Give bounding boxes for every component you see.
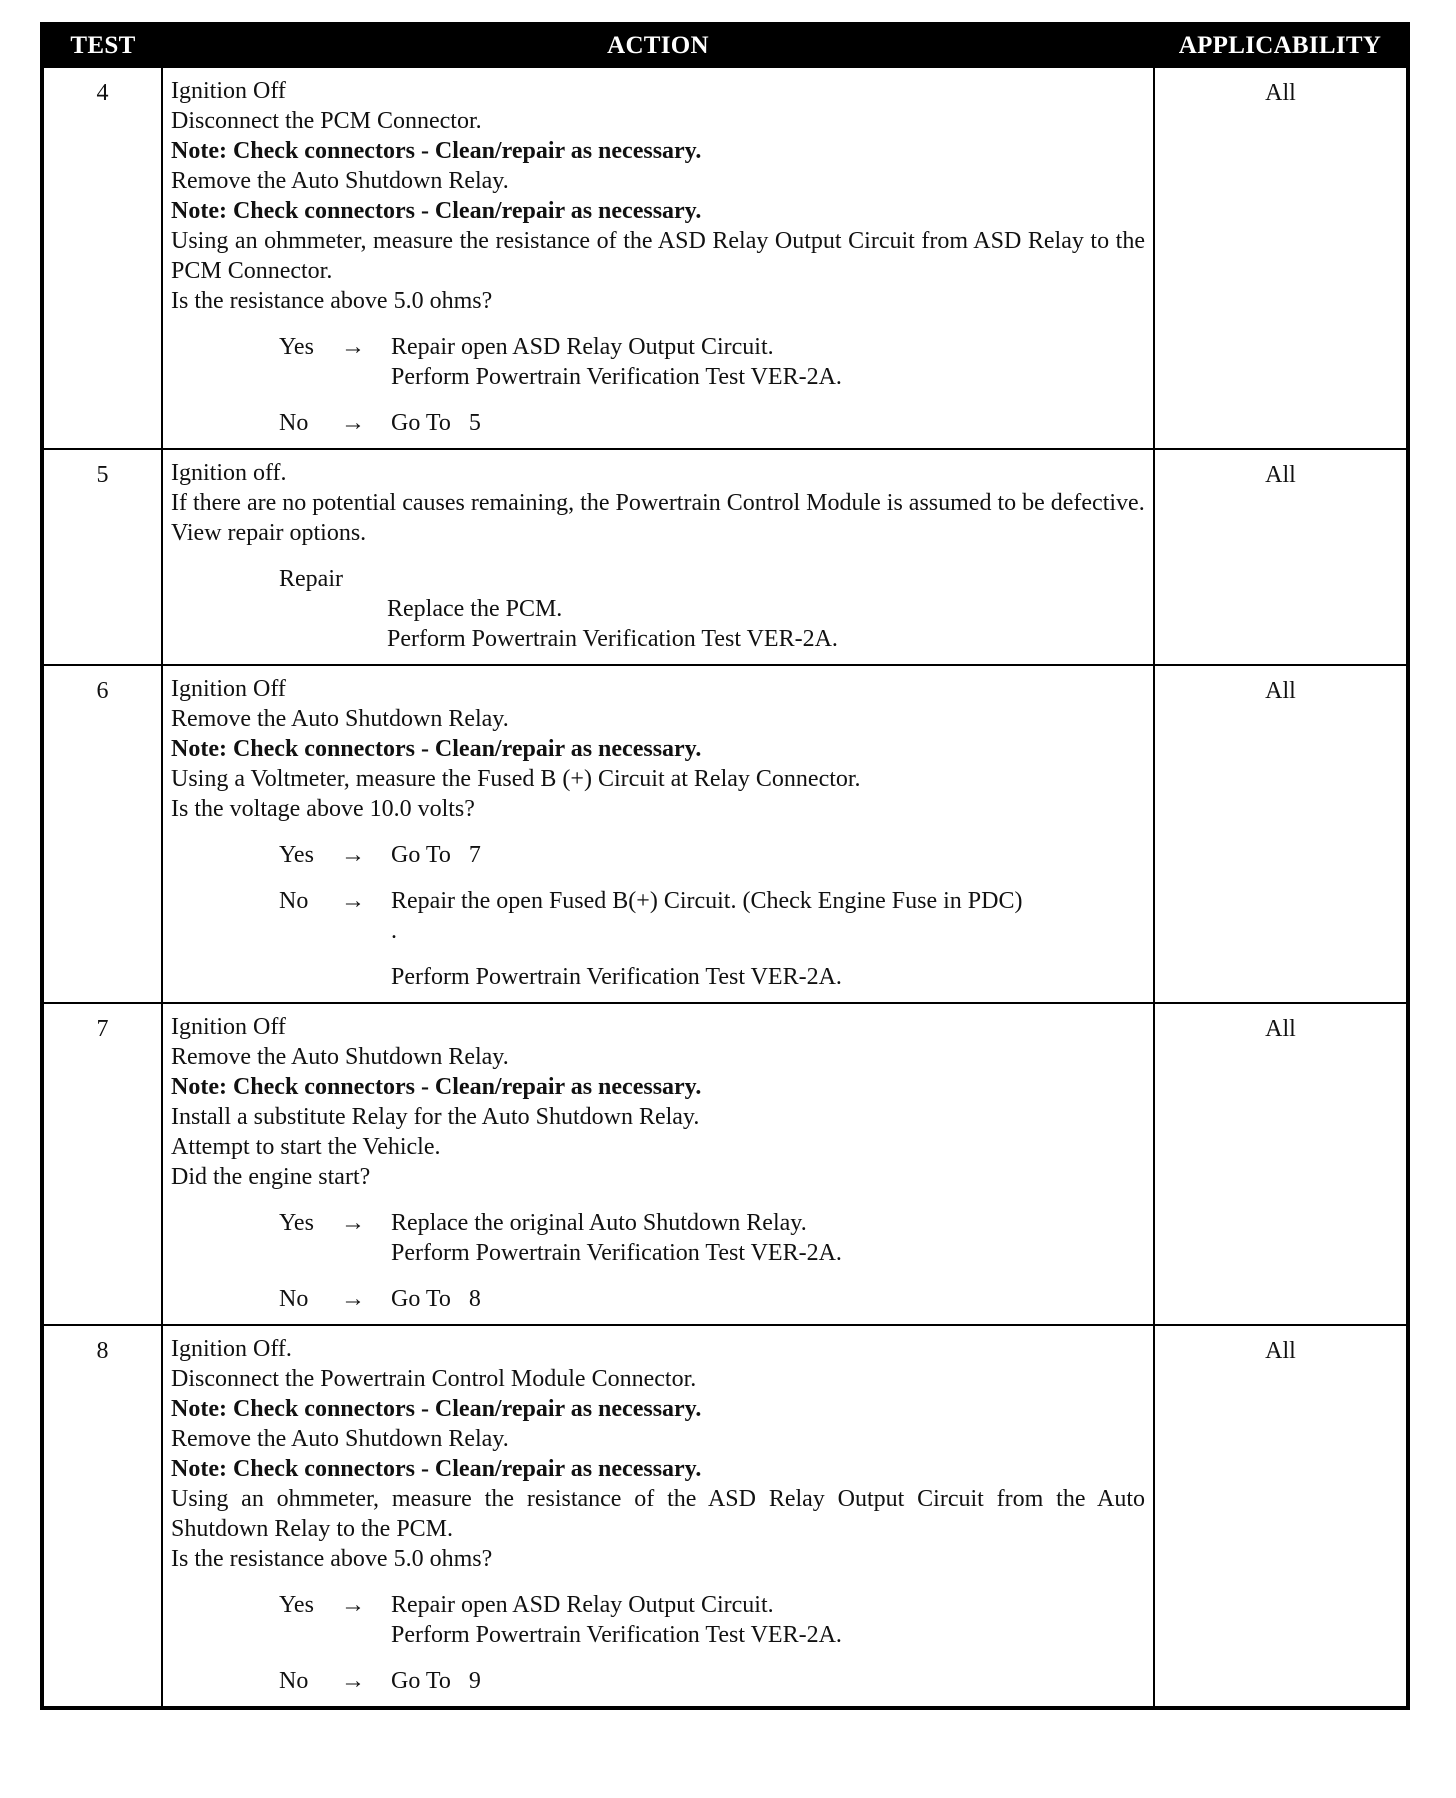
step-line: Ignition Off	[171, 1014, 286, 1040]
no-label: No	[279, 1286, 309, 1312]
result-line: Repair the open Fused B(+) Circuit. (Check Engine Fuse in PDC)	[391, 888, 1023, 914]
table-row	[42, 67, 1408, 449]
repair-label: Repair	[279, 566, 343, 592]
header-test: TEST	[42, 24, 162, 67]
right-arrow-icon: →	[341, 842, 365, 868]
note-line: Note: Check connectors - Clean/repair as necessary.	[171, 138, 702, 164]
no-outcome	[171, 886, 1145, 992]
test-number: 8	[42, 1325, 162, 1708]
yes-label: Yes	[279, 334, 314, 360]
no-result	[391, 408, 1145, 438]
applicability-value: All	[1154, 665, 1408, 1003]
yes-outcome	[171, 1590, 1145, 1650]
table-body	[42, 67, 1408, 1708]
right-arrow-icon: →	[341, 1210, 365, 1236]
yes-label: Yes	[279, 842, 314, 868]
step-line: Using an ohmmeter, measure the resistance of the ASD Relay Output Circuit from the Auto Shutdown Relay to the PCM.	[171, 1486, 1145, 1542]
applicability-value: All	[1154, 449, 1408, 665]
step-line: Did the engine start?	[171, 1164, 371, 1190]
result-line: Repair open ASD Relay Output Circuit.	[391, 1592, 774, 1618]
step-line: Disconnect the PCM Connector.	[171, 108, 482, 134]
yes-label: Yes	[279, 1210, 314, 1236]
action-cell	[162, 1003, 1154, 1325]
yes-result	[391, 840, 1145, 870]
right-arrow-icon: →	[341, 1286, 365, 1312]
yes-outcome	[171, 332, 1145, 392]
yes-label: Yes	[279, 1592, 314, 1618]
repair-options	[171, 564, 1145, 654]
step-line: Ignition Off	[171, 78, 286, 104]
note-line: Note: Check connectors - Clean/repair as necessary.	[171, 736, 702, 762]
step-line: Remove the Auto Shutdown Relay.	[171, 1044, 509, 1070]
no-label: No	[279, 410, 309, 436]
no-result	[391, 1666, 1145, 1696]
table-row	[42, 665, 1408, 1003]
note-line: Note: Check connectors - Clean/repair as necessary.	[171, 1074, 702, 1100]
diagnostic-test-table	[40, 22, 1410, 1710]
no-outcome	[171, 1284, 1145, 1314]
right-arrow-icon: →	[341, 334, 365, 360]
test-number: 5	[42, 449, 162, 665]
test-number: 6	[42, 665, 162, 1003]
result-line: Perform Powertrain Verification Test VER-2A.	[391, 964, 842, 990]
action-cell	[162, 1325, 1154, 1708]
no-outcome	[171, 408, 1145, 438]
step-line: Remove the Auto Shutdown Relay.	[171, 1426, 509, 1452]
result-line: Perform Powertrain Verification Test VER-2A.	[391, 364, 842, 390]
repair-line: Replace the PCM.	[387, 596, 563, 622]
step-line: Ignition Off	[171, 676, 286, 702]
step-line: Is the resistance above 5.0 ohms?	[171, 1546, 493, 1572]
result-line: Perform Powertrain Verification Test VER-2A.	[391, 1240, 842, 1266]
no-label: No	[279, 1668, 309, 1694]
yes-outcome	[171, 840, 1145, 870]
action-cell	[162, 449, 1154, 665]
result-line: Go To 7	[391, 842, 481, 868]
test-number: 7	[42, 1003, 162, 1325]
note-line: Note: Check connectors - Clean/repair as necessary.	[171, 1396, 702, 1422]
no-result	[391, 1284, 1145, 1314]
step-line: Disconnect the Powertrain Control Module Connector.	[171, 1366, 697, 1392]
step-line: Install a substitute Relay for the Auto Shutdown Relay.	[171, 1104, 700, 1130]
note-line: Note: Check connectors - Clean/repair as necessary.	[171, 198, 702, 224]
yes-result	[391, 332, 1145, 392]
step-line: Is the resistance above 5.0 ohms?	[171, 288, 493, 314]
right-arrow-icon: →	[341, 410, 365, 436]
no-result	[391, 886, 1145, 992]
right-arrow-icon: →	[341, 1668, 365, 1694]
result-line: Perform Powertrain Verification Test VER-2A.	[391, 1622, 842, 1648]
applicability-value: All	[1154, 1325, 1408, 1708]
step-line: Is the voltage above 10.0 volts?	[171, 796, 475, 822]
action-cell	[162, 67, 1154, 449]
step-line: Remove the Auto Shutdown Relay.	[171, 168, 509, 194]
no-outcome	[171, 1666, 1145, 1696]
note-line: Note: Check connectors - Clean/repair as necessary.	[171, 1456, 702, 1482]
result-line: .	[391, 918, 397, 944]
table-row	[42, 1325, 1408, 1708]
header-applicability: APPLICABILITY	[1154, 24, 1408, 67]
applicability-value: All	[1154, 67, 1408, 449]
step-line: Using an ohmmeter, measure the resistance of the ASD Relay Output Circuit from ASD Relay to the PCM Connector.	[171, 228, 1145, 284]
result-line: Go To 8	[391, 1286, 481, 1312]
yes-outcome	[171, 1208, 1145, 1268]
table-row	[42, 1003, 1408, 1325]
header-action: ACTION	[162, 24, 1154, 67]
header-row	[42, 24, 1408, 67]
repair-line: Perform Powertrain Verification Test VER-2A.	[387, 626, 838, 652]
right-arrow-icon: →	[341, 888, 365, 914]
test-number: 4	[42, 67, 162, 449]
action-cell	[162, 665, 1154, 1003]
step-line: View repair options.	[171, 520, 367, 546]
applicability-value: All	[1154, 1003, 1408, 1325]
step-line: Ignition Off.	[171, 1336, 292, 1362]
step-line: If there are no potential causes remaining, the Powertrain Control Module is assumed to be defective.	[171, 490, 1145, 516]
result-line: Repair open ASD Relay Output Circuit.	[391, 334, 774, 360]
result-line: Replace the original Auto Shutdown Relay.	[391, 1210, 807, 1236]
yes-result	[391, 1208, 1145, 1268]
step-line: Attempt to start the Vehicle.	[171, 1134, 441, 1160]
result-line: Go To 5	[391, 410, 481, 436]
right-arrow-icon: →	[341, 1592, 365, 1618]
table-row	[42, 449, 1408, 665]
step-line: Ignition off.	[171, 460, 287, 486]
no-label: No	[279, 888, 309, 914]
result-line: Go To 9	[391, 1668, 481, 1694]
yes-result	[391, 1590, 1145, 1650]
step-line: Using a Voltmeter, measure the Fused B (+) Circuit at Relay Connector.	[171, 766, 861, 792]
step-line: Remove the Auto Shutdown Relay.	[171, 706, 509, 732]
